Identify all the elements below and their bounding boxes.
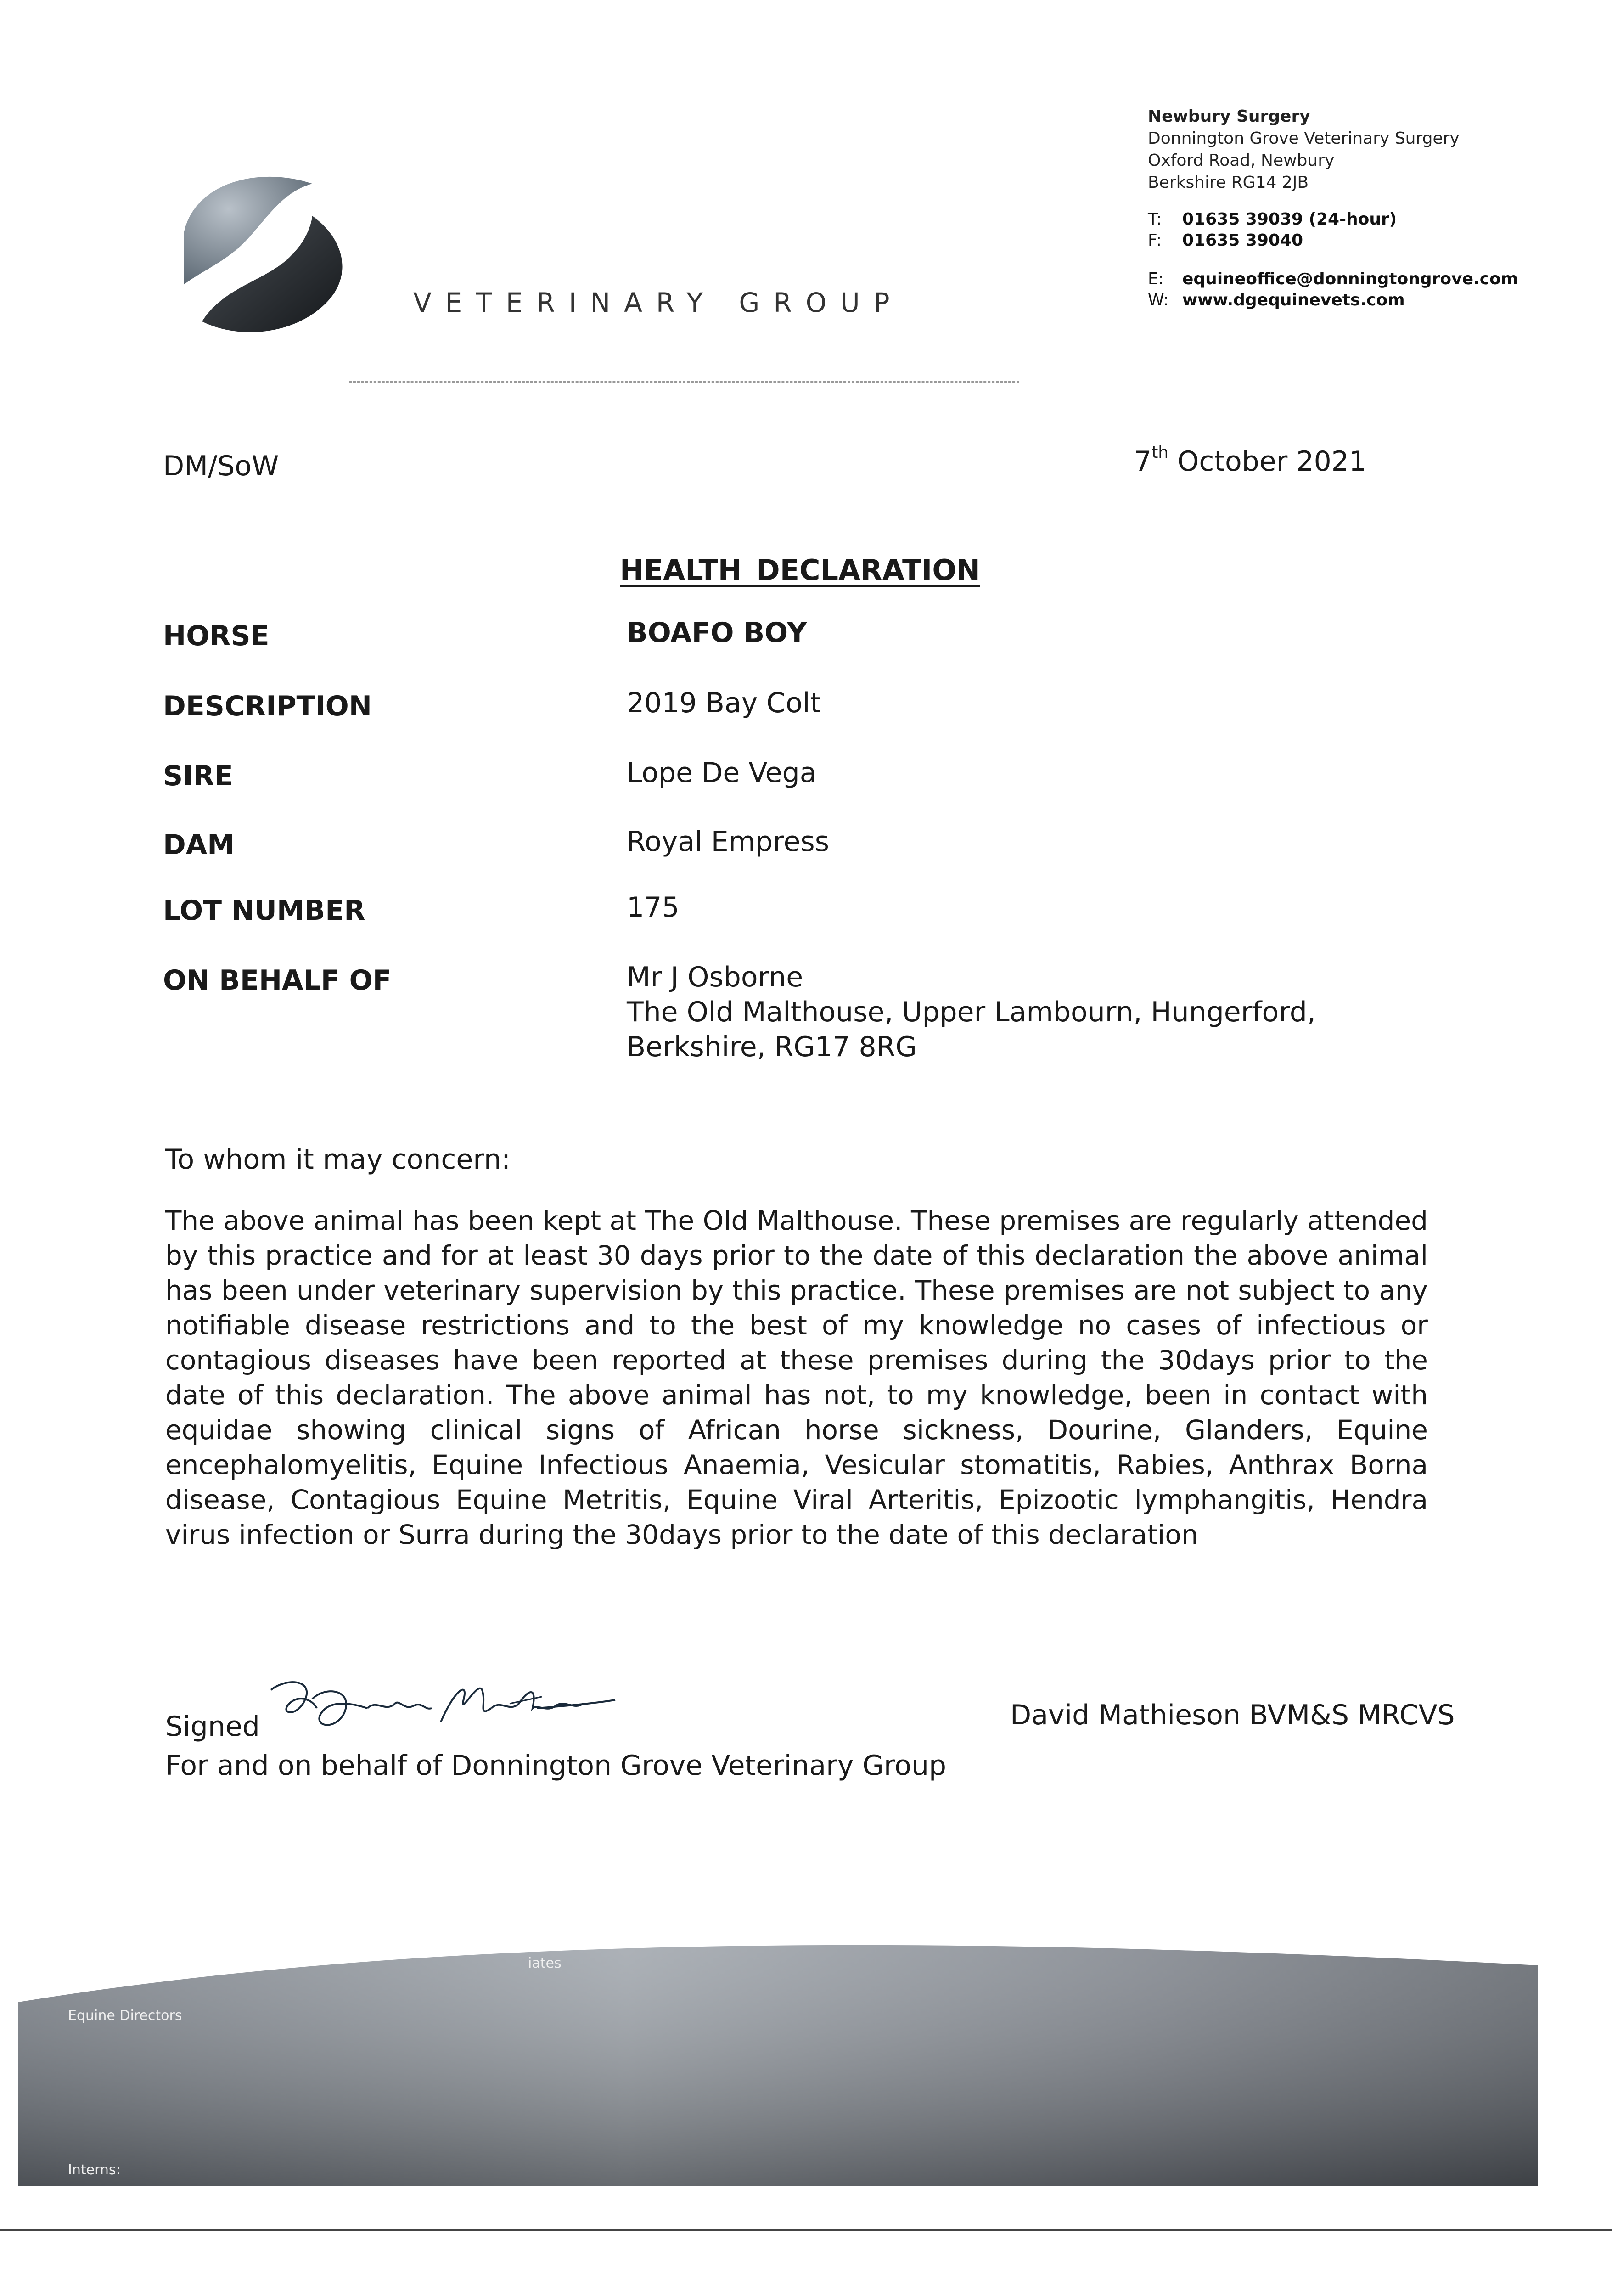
date-day: 7 xyxy=(1134,445,1152,478)
footer-bottom-rule xyxy=(0,2229,1612,2231)
surgery-name: Newbury Surgery xyxy=(1148,107,1310,126)
lot-number-value: 175 xyxy=(627,891,680,923)
document-title: HEALTH DECLARATION xyxy=(620,553,980,587)
address-line: Oxford Road, Newbury xyxy=(1148,151,1335,170)
phone-number: 01635 39039 (24-hour) xyxy=(1182,210,1397,229)
fax-label: F: xyxy=(1148,231,1162,250)
sire-value: Lope De Vega xyxy=(627,757,817,789)
contact-online xyxy=(1148,269,1518,311)
signatory-name: David Mathieson BVM&S MRCVS xyxy=(1010,1699,1455,1731)
address-line: Donnington Grove Veterinary Surgery xyxy=(1148,129,1460,148)
description-value: 2019 Bay Colt xyxy=(627,687,821,719)
owner-name: Mr J Osborne xyxy=(627,961,803,993)
letter-date xyxy=(1134,443,1366,478)
owner-address-line: The Old Malthouse, Upper Lambourn, Hungerford, xyxy=(627,996,1316,1028)
company-logo xyxy=(174,165,358,349)
contact-numbers xyxy=(1148,209,1397,251)
declaration-body: The above animal has been kept at The Old Malthouse. These premises are regularly attended by this practice and for at least 30 days prior to the date of this declaration the above animal has been under veterinary supervision by this practice. These premises are not subject to any notifiable disease restrictions and to the best of my knowledge no cases of infectious or contagious diseases have been reported at these premises during the 30days prior to the date of this declaration. The above animal has not, to my knowledge, been in contact with equidae showing clinical signs of African horse sickness, Dourine, Glanders, Equine encephalomyelitis, Equine Infectious Anaemia, Vesicular stomatitis, Rabies, Anthrax Borna disease, Contagious Equine Metritis, Equine Viral Arteritis, Epizootic lymphangitis, Hendra virus infection or Surra during the 30days prior to the date of this declaration xyxy=(165,1205,1428,1550)
footer-interns-label: Interns: xyxy=(68,2162,121,2178)
description-label: DESCRIPTION xyxy=(163,690,372,722)
fax-number: 01635 39040 xyxy=(1182,231,1303,250)
address-line: Berkshire RG14 2JB xyxy=(1148,173,1309,192)
dam-value: Royal Empress xyxy=(627,826,829,858)
dam-label: DAM xyxy=(163,829,235,861)
handwritten-signature xyxy=(262,1671,620,1740)
footer-directors-label: Equine Directors xyxy=(68,2008,182,2024)
phone-label: T: xyxy=(1148,210,1162,229)
horse-value: BOAFO BOY xyxy=(627,617,807,649)
owner-address-line: Berkshire, RG17 8RG xyxy=(627,1031,917,1063)
reference-code: DM/SoW xyxy=(163,450,279,482)
letterhead-divider xyxy=(349,381,1019,383)
footer-banner xyxy=(18,1910,1538,2186)
lot-number-label: LOT NUMBER xyxy=(163,895,365,927)
date-suffix: th xyxy=(1151,443,1169,462)
on-behalf-of-label: ON BEHALF OF xyxy=(163,964,392,996)
email-label: E: xyxy=(1148,270,1164,288)
website: www.dgequinevets.com xyxy=(1182,291,1405,310)
surgery-address xyxy=(1148,106,1460,194)
salutation: To whom it may concern: xyxy=(165,1143,511,1176)
web-label: W: xyxy=(1148,291,1169,310)
on-behalf-statement: For and on behalf of Donnington Grove Veterinary Group xyxy=(165,1750,947,1782)
on-behalf-of-value xyxy=(627,960,1316,1064)
group-name: VETERINARY GROUP xyxy=(413,287,904,318)
signed-label: Signed xyxy=(165,1711,260,1743)
sire-label: SIRE xyxy=(163,760,233,792)
footer-associates-label: iates xyxy=(528,1955,562,1971)
horse-label: HORSE xyxy=(163,620,270,652)
date-month-year: October 2021 xyxy=(1177,445,1367,478)
email-address: equineoffice@donningtongrove.com xyxy=(1182,270,1518,288)
